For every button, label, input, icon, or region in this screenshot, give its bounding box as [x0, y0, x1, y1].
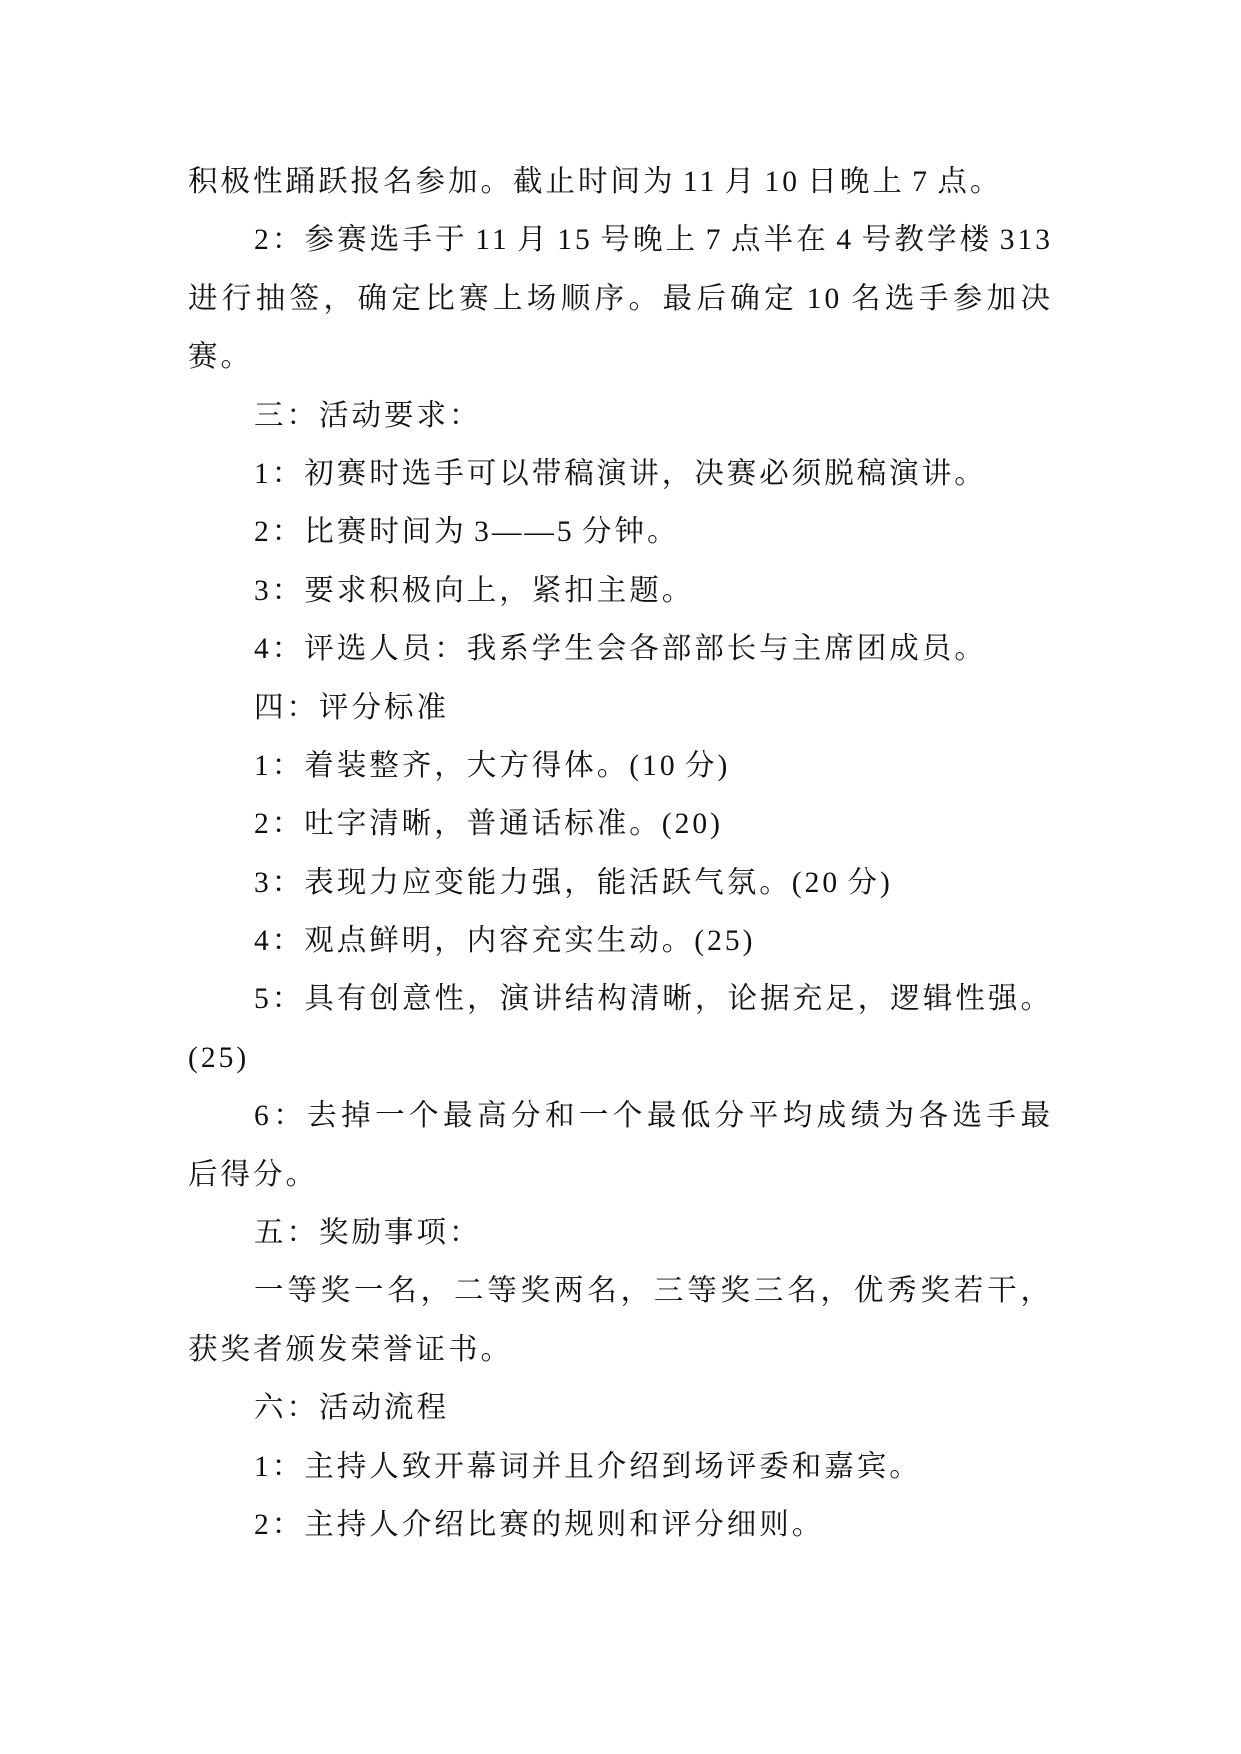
section-awards [188, 1204, 1053, 1379]
paragraph [188, 211, 1053, 386]
list-item [188, 1496, 1053, 1554]
paragraph-line: 6：去掉一个最高分和一个最低分平均成绩为各选手最 [254, 1100, 1053, 1133]
paragraph [188, 153, 1053, 211]
list-item [188, 445, 1053, 503]
paragraph-line: 积极性踊跃报名参加。截止时间为 11 月 10 日晚上 7 点。 [188, 166, 1003, 198]
paragraph-line: 赛。 [188, 341, 254, 374]
section-event-process [188, 1379, 1053, 1554]
list-item [188, 1087, 1053, 1204]
paragraph-line: 1：着装整齐，大方得体。(10 分) [254, 749, 731, 782]
paragraph-line: 2：参赛选手于 11 月 15 号晚上 7 点半在 4 号教学楼 313 [254, 224, 1053, 257]
paragraph-line: 3：要求积极向上，紧扣主题。 [254, 574, 695, 607]
paragraph-line: 5：具有创意性，演讲结构清晰，论据充足，逻辑性强。 [254, 983, 1053, 1016]
list-item [188, 620, 1053, 678]
paragraph-line: (25) [188, 1041, 250, 1074]
section-continued [188, 153, 1053, 387]
paragraph-line: 后得分。 [188, 1158, 319, 1191]
list-item [188, 562, 1053, 620]
paragraph-line: 进行抽签，确定比赛上场顺序。最后确定 10 名选手参加决 [188, 282, 1053, 315]
paragraph-line: 2：比赛时间为 3——5 分钟。 [254, 516, 680, 549]
section-requirements [188, 387, 1053, 679]
paragraph-line: 4：观点鲜明，内容充实生动。(25) [254, 925, 756, 958]
list-item [188, 912, 1053, 970]
list-item [188, 737, 1053, 795]
list-item [188, 1438, 1053, 1496]
list-item [188, 854, 1053, 912]
paragraph-line: 1：初赛时选手可以带稿演讲，决赛必须脱稿演讲。 [254, 457, 987, 490]
paragraph-line: 一等奖一名，二等奖两名，三等奖三名，优秀奖若干， [254, 1275, 1053, 1308]
paragraph-line: 2：吐字清晰，普通话标准。(20) [254, 808, 723, 841]
paragraph-line: 4：评选人员：我系学生会各部部长与主席团成员。 [254, 633, 987, 666]
section-heading: 六：活动流程 [254, 1392, 450, 1425]
section-heading: 四：评分标准 [254, 691, 450, 724]
list-item [188, 503, 1053, 561]
paragraph-line: 2：主持人介绍比赛的规则和评分细则。 [254, 1508, 825, 1541]
paragraph [188, 1262, 1053, 1379]
paragraph-line: 3：表现力应变能力强，能活跃气氛。(20 分) [254, 866, 893, 899]
section-heading: 五：奖励事项： [254, 1217, 482, 1250]
section-heading: 三：活动要求： [254, 399, 482, 432]
paragraph-line: 1：主持人致开幕词并且介绍到场评委和嘉宾。 [254, 1450, 922, 1483]
paragraph-line: 获奖者颁发荣誉证书。 [188, 1333, 514, 1366]
list-item [188, 795, 1053, 853]
document-page [188, 153, 1053, 1554]
list-item [188, 970, 1053, 1087]
section-scoring-criteria [188, 679, 1053, 1205]
